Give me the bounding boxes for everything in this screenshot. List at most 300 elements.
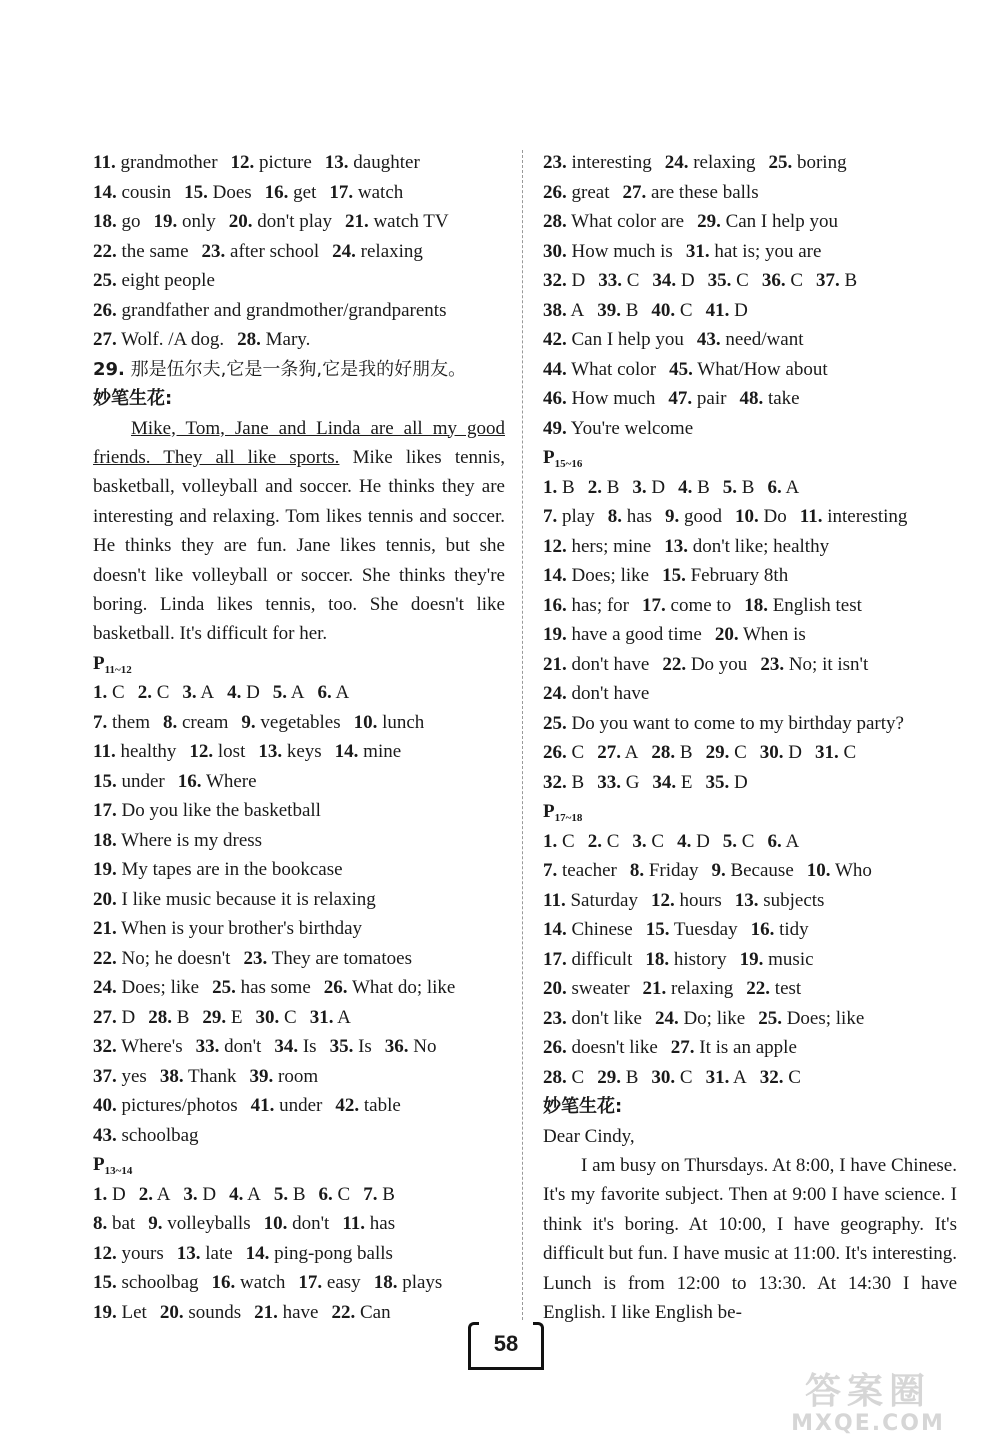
answer-item [662, 565, 788, 586]
answer-text: B [176, 1006, 190, 1028]
answer-text: I like music because it is relaxing [121, 888, 376, 910]
answer-number: 16. [177, 770, 202, 792]
page-range-prefix: P [93, 652, 105, 674]
answer-number: 7. [93, 711, 108, 733]
answer-item [735, 506, 787, 527]
answer-item [332, 241, 423, 262]
answer-text: A [785, 830, 800, 852]
answer-number: 31. [814, 742, 839, 763]
answer-item [651, 742, 692, 763]
answer-item [651, 890, 722, 911]
answer-text: plays [402, 1272, 443, 1294]
answer-item [715, 624, 806, 645]
answer-text: interesting [571, 152, 652, 173]
page-range-label [543, 443, 957, 473]
writing-paragraph [543, 1151, 957, 1327]
answer-item [374, 1272, 443, 1293]
answer-number: 24. [664, 152, 689, 173]
answer-item [723, 831, 755, 852]
answer-number: 26. [543, 1037, 567, 1058]
answer-item [543, 388, 655, 409]
answer-text: Chinese [571, 919, 633, 940]
answer-item [324, 977, 456, 998]
answer-line [543, 296, 957, 326]
answer-text: tidy [779, 919, 809, 940]
answer-number: 24. [543, 683, 567, 704]
answer-text: D [696, 830, 710, 852]
answer-item [254, 1302, 318, 1323]
answer-number: 35. [705, 771, 730, 793]
answer-number: 21. [93, 918, 117, 940]
answer-number: 23. [243, 947, 268, 969]
answer-text: watch TV [373, 211, 449, 232]
answer-line [543, 355, 957, 385]
page-range-label [93, 649, 505, 679]
answer-number: 10. [806, 860, 831, 881]
answer-item [237, 329, 310, 350]
answer-item [588, 831, 620, 852]
answer-number: 19. [739, 948, 764, 970]
answer-item [154, 211, 216, 232]
answer-number: 30. [759, 742, 784, 763]
answer-item [652, 772, 692, 793]
answer-number: 11. [799, 506, 823, 527]
answer-item [256, 1007, 297, 1028]
answer-line [543, 827, 957, 857]
answer-line [93, 207, 505, 237]
answer-item [93, 359, 466, 380]
answer-number: 15. [662, 565, 686, 586]
answer-number: 17. [298, 1272, 323, 1294]
answer-item [708, 270, 749, 291]
answer-line [543, 945, 957, 975]
answer-item [543, 949, 632, 970]
answer-item [241, 712, 340, 733]
page-range-label [543, 797, 957, 827]
answer-item [671, 1037, 797, 1058]
answer-number: 17. [642, 594, 666, 616]
answer-text: No [413, 1036, 437, 1058]
answer-item [212, 977, 311, 998]
answer-text: Tuesday [673, 919, 738, 940]
answer-text: B [679, 742, 693, 763]
answer-item [93, 1272, 199, 1293]
answer-number: 3. [632, 476, 647, 498]
answer-number: 28. [543, 1066, 567, 1088]
answer-text: don't like [571, 1007, 642, 1029]
answer-item [93, 830, 262, 851]
answer-item [588, 477, 620, 498]
answer-number: 36. [761, 270, 786, 291]
answer-item [760, 1067, 801, 1088]
answer-number: 4. [227, 682, 242, 704]
page-range-sub: 15~16 [554, 458, 583, 470]
answer-line [93, 855, 505, 885]
answer-text: has [369, 1213, 396, 1235]
answer-number: 42. [335, 1095, 360, 1117]
answer-number: 1. [543, 476, 558, 498]
answer-number: 11. [342, 1213, 366, 1235]
answer-text: C [284, 1006, 297, 1028]
answer-number: 10. [353, 711, 378, 733]
answer-item [543, 1037, 658, 1058]
answer-line [543, 414, 957, 444]
answer-item [643, 978, 734, 999]
answer-number: 2. [587, 830, 602, 852]
answer-number: 4. [677, 830, 692, 852]
answer-number: 40. [651, 299, 676, 321]
answer-item [622, 182, 758, 203]
answer-number: 29. [202, 1006, 227, 1028]
page-range-sub: 13~14 [104, 1165, 133, 1178]
answer-number: 8. [607, 506, 622, 527]
answer-number: 25. [768, 152, 793, 173]
answer-number: 6. [317, 682, 332, 704]
answer-number: 6. [767, 476, 782, 498]
answer-text: relaxing [671, 978, 734, 999]
answer-line [543, 148, 957, 178]
answer-number: 5. [273, 1183, 289, 1205]
answer-item [723, 477, 755, 498]
writing-paragraph [93, 414, 505, 649]
answer-number: 14. [334, 741, 359, 763]
answer-text: has; for [571, 594, 630, 616]
answer-text: How much [571, 388, 656, 409]
answer-text: relaxing [360, 240, 423, 262]
answer-item [138, 682, 170, 703]
answer-line [93, 796, 505, 826]
answer-text: B [697, 476, 710, 498]
answer-item [345, 211, 449, 232]
answer-number: 29. [93, 358, 125, 380]
answer-text: picture [259, 152, 312, 173]
answer-item [597, 742, 638, 763]
answer-text: Does; like [786, 1007, 865, 1029]
answer-number: 35. [707, 270, 732, 291]
answer-line [543, 856, 957, 886]
answer-text: E [230, 1006, 243, 1028]
answer-text: under [279, 1095, 323, 1117]
answer-number: 27. [622, 181, 647, 203]
answer-text: cousin [121, 181, 172, 203]
answer-number: 9. [711, 860, 726, 881]
answer-item [93, 1095, 238, 1116]
answer-number: 32. [543, 771, 567, 793]
answer-line [543, 738, 957, 768]
answer-number: 24. [654, 1007, 679, 1029]
answer-number: 6. [767, 830, 782, 852]
answer-text: schoolbag [121, 1124, 199, 1146]
answer-text: get [293, 181, 317, 203]
answer-text: history [673, 948, 727, 970]
page-range-prefix: P [543, 801, 555, 822]
answer-line [93, 1268, 505, 1298]
answer-text: E [680, 771, 693, 793]
answer-number: 15. [93, 770, 117, 792]
answer-text: D [112, 1183, 126, 1205]
answer-number: 22. [93, 240, 117, 262]
answer-line [93, 1298, 505, 1328]
answer-text: music [768, 948, 814, 970]
answer-item [93, 771, 165, 792]
answer-number: 12. [651, 889, 675, 911]
answer-item [697, 329, 804, 350]
answer-text: No; it isn't [788, 653, 869, 675]
answer-item [740, 949, 814, 970]
answer-line [93, 678, 505, 708]
answer-item [184, 182, 252, 203]
answer-text: yours [121, 1242, 164, 1264]
answer-text: daughter [353, 152, 420, 173]
answer-text: B [625, 299, 639, 321]
answer-item [739, 388, 799, 409]
answer-number: 13. [324, 152, 349, 173]
answer-line [543, 207, 957, 237]
answer-text: C [626, 270, 640, 291]
answer-text: You're welcome [570, 417, 694, 439]
answer-line [93, 325, 505, 355]
answer-text: play [562, 506, 595, 527]
answer-number: 28. [148, 1006, 172, 1028]
answer-line [93, 767, 505, 797]
answer-text: relaxing [693, 152, 756, 173]
answer-text: grandmother [120, 152, 218, 173]
answer-text: February 8th [690, 565, 789, 586]
answer-text: B [292, 1183, 306, 1205]
answer-text: Do [763, 506, 787, 527]
answer-number: 3. [632, 830, 647, 852]
paragraph-text: I am busy on Thursdays. At 8:00, I have Chinese. It's my favorite subject. Then at 9:00 I have science. I think it's boring. At 10:00, I have geography. It's difficult but fun. I have music at 11:00. It's interesting. Lunch is from 12:00 to 13:30. At 14:30 I have English. I like English be- [543, 1154, 957, 1323]
answer-number: 29. [705, 742, 730, 763]
answer-item [274, 1184, 306, 1205]
answer-number: 30. [255, 1006, 280, 1028]
answer-number: 41. [705, 299, 730, 321]
answer-item [662, 654, 747, 675]
answer-line [543, 768, 957, 798]
answer-number: 8. [93, 1213, 108, 1235]
answer-line [93, 237, 505, 267]
answer-item [815, 742, 856, 763]
answer-text: They are tomatoes [271, 947, 412, 969]
answer-number: 36. [384, 1036, 409, 1058]
answer-number: 46. [543, 388, 567, 409]
answer-text: D [734, 299, 748, 321]
answer-number: 13. [258, 741, 283, 763]
answer-number: 10. [735, 506, 759, 527]
answer-item [264, 1213, 330, 1234]
paragraph-text: Mike likes tennis, basketball, volleyball and soccer. He thinks they are interesting and relaxing. Tom likes tennis and soccer. He thinks they are fun. Jane likes tennis, but she doesn't like volleyball or soccer. She thinks they're boring. Linda likes tennis, too. She doesn't like basketball. It's difficult for her. [93, 446, 505, 645]
answer-number: 1. [93, 1183, 108, 1205]
answer-number: 25. [212, 977, 236, 999]
answer-text: Do you like the basketball [121, 800, 321, 822]
answer-number: 11. [93, 152, 116, 173]
answer-number: 38. [159, 1065, 184, 1087]
answer-line [543, 620, 957, 650]
answer-number: 16. [211, 1272, 236, 1294]
answer-text: boring [796, 152, 847, 173]
answer-item [317, 682, 349, 703]
answer-number: 26. [543, 181, 567, 203]
answer-item [655, 1008, 745, 1029]
answer-number: 23. [543, 1007, 567, 1029]
answer-item [711, 860, 793, 881]
answer-text: doesn't like [571, 1037, 658, 1058]
answer-text: How much is [571, 240, 673, 262]
answer-number: 39. [249, 1065, 274, 1087]
answer-item [148, 1007, 189, 1028]
answer-item [598, 270, 639, 291]
answer-text: B [562, 476, 575, 498]
answer-item [93, 918, 362, 939]
answer-text: don't [224, 1036, 262, 1058]
answer-item [706, 300, 748, 321]
answer-text: C [736, 270, 749, 291]
answer-number: 33. [598, 270, 622, 291]
answer-text: B [571, 771, 585, 793]
answer-item [543, 1008, 642, 1029]
answer-line [543, 178, 957, 208]
answer-number: 11. [543, 889, 566, 911]
answer-number: 15. [93, 1272, 117, 1294]
answer-text: Is [358, 1036, 372, 1058]
answer-item [816, 270, 857, 291]
answer-item [229, 211, 332, 232]
answer-item [543, 506, 595, 527]
answer-text: keys [286, 741, 322, 763]
answer-text: easy [326, 1272, 361, 1294]
answer-text: don't have [571, 683, 650, 704]
answer-number: 45. [669, 358, 693, 380]
answer-text: bat [112, 1213, 136, 1235]
answer-number: 23. [201, 240, 226, 262]
answer-number: 2. [137, 682, 152, 704]
answer-item [686, 241, 822, 262]
answer-item [668, 388, 726, 409]
column-divider [522, 150, 523, 1320]
answer-item [543, 742, 584, 763]
answer-text: don't have [571, 653, 650, 675]
answer-number: 25. [758, 1007, 782, 1029]
answer-text: C [734, 742, 747, 763]
answer-item [335, 741, 402, 762]
answer-number: 37. [816, 270, 840, 291]
answer-item [651, 300, 692, 321]
answer-item [543, 152, 652, 173]
answer-item [335, 1095, 400, 1116]
answer-number: 39. [597, 299, 621, 321]
answer-text: A [290, 682, 305, 704]
answer-item [93, 1125, 199, 1146]
answer-item [768, 152, 846, 173]
answer-number: 34. [652, 771, 677, 793]
answer-item [93, 1302, 147, 1323]
answer-text: Saturday [570, 889, 638, 911]
answer-number: 28. [237, 329, 261, 350]
answer-number: 5. [272, 682, 288, 704]
answer-number: 2. [587, 476, 602, 498]
answer-item [758, 1008, 864, 1029]
answer-number: 49. [543, 417, 567, 439]
answer-number: 12. [230, 152, 255, 173]
answer-number: 34. [274, 1036, 299, 1058]
left-column [93, 148, 505, 1327]
answer-text: B [625, 1066, 639, 1088]
answer-text: A [570, 299, 585, 321]
answer-line [543, 974, 957, 1004]
answer-text: Where's [121, 1036, 183, 1058]
answer-number: 31. [309, 1006, 334, 1028]
answer-number: 5. [722, 830, 738, 852]
answer-item [543, 565, 649, 586]
answer-number: 15. [645, 919, 670, 940]
answer-text: Does; like [121, 977, 200, 999]
answer-line [543, 1004, 957, 1034]
answer-number: 29. [697, 211, 721, 232]
answer-text: C [156, 682, 170, 704]
answer-number: 16. [543, 594, 567, 616]
answer-number: 17. [93, 800, 117, 822]
answer-number: 43. [93, 1124, 117, 1146]
answer-item [807, 860, 872, 881]
answer-text: C [843, 742, 857, 763]
answer-text: mine [363, 741, 402, 763]
answer-item [342, 1213, 395, 1234]
answer-text: Can I help you [725, 211, 838, 232]
answer-text: go [121, 211, 141, 232]
answer-text: yes [121, 1065, 147, 1087]
answer-text: Do; like [683, 1007, 746, 1029]
answer-number: 14. [245, 1242, 270, 1264]
answer-item [543, 860, 617, 881]
answer-text: A [200, 682, 215, 704]
page-range-sub: 17~18 [554, 812, 583, 824]
answer-item [182, 682, 214, 703]
answer-text: Does [212, 181, 252, 203]
answer-item [543, 477, 575, 498]
answer-number: 41. [250, 1095, 275, 1117]
answer-text: Where [205, 770, 257, 792]
answer-text: C [606, 830, 620, 852]
answer-text: A [733, 1066, 747, 1088]
answer-item [597, 1067, 638, 1088]
answer-line [93, 178, 505, 208]
answer-number: 9. [665, 506, 680, 527]
answer-text: Does; like [571, 565, 650, 586]
answer-text: Is [302, 1036, 317, 1058]
answer-item [329, 182, 403, 203]
answer-item [646, 919, 738, 940]
answer-number: 8. [163, 711, 178, 733]
answer-item [543, 300, 584, 321]
answer-item [251, 1095, 323, 1116]
answer-text: are these balls [650, 181, 759, 203]
answer-text: come to [670, 594, 732, 616]
answer-text: interesting [827, 506, 908, 527]
answer-item [93, 182, 171, 203]
answer-line [543, 502, 957, 532]
answer-text: volleyballs [167, 1213, 251, 1235]
answer-number: 33. [597, 771, 621, 793]
answer-number: 13. [734, 889, 759, 911]
answer-number: 18. [744, 594, 768, 616]
answer-item [697, 211, 838, 232]
answer-number: 20. [543, 978, 567, 999]
page-range-sub: 11~12 [104, 663, 132, 676]
answer-item [93, 1213, 135, 1234]
answer-line [543, 532, 957, 562]
answer-text: teacher [562, 860, 617, 881]
answer-text: Can I help you [571, 329, 684, 350]
